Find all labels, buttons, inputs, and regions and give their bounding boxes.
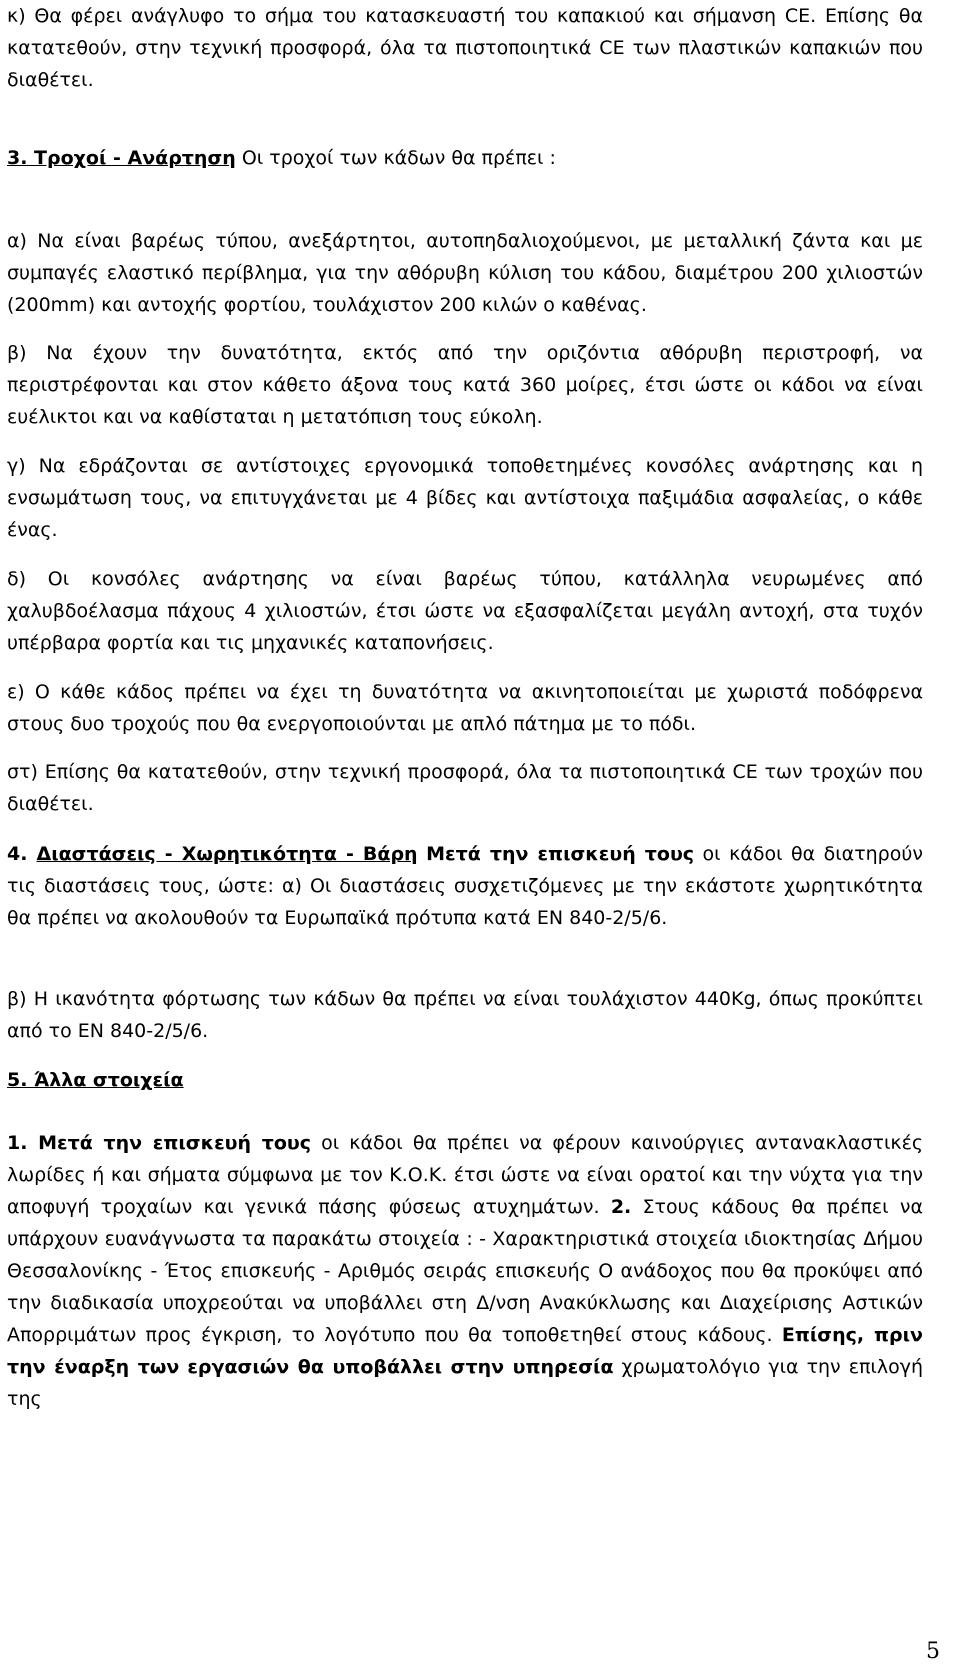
section-intro: Οι τροχοί των κάδων θα πρέπει : bbox=[241, 147, 556, 169]
section-5-para-1 bbox=[7, 1127, 923, 1415]
text-line: και με συμπαγές ελαστικό περίβλημα, για την αθόρυβη κύλιση του κάδου, διαμέτρου bbox=[7, 230, 923, 284]
text-line: χαλυβδοέλασμα πάχους 4 χιλιοστών, έτσι ώστε να εξασφαλίζεται μεγάλη αντοχή, στα bbox=[7, 600, 859, 622]
text-line: ε) Ο κάθε κάδος πρέπει να έχει τη δυνατότητα να ακινητοποιείται με χωριστά bbox=[7, 681, 809, 703]
bold-phrase: Μετά την επισκευή τους bbox=[27, 1132, 312, 1154]
bold-phrase: εργασιών θα υποβάλλει στην υπηρεσία bbox=[187, 1356, 614, 1378]
section-number: 4. bbox=[7, 843, 37, 865]
text-line: ορατοί και την νύχτα για την αποφυγή τροχαίων και γενικά πάσης φύσεως bbox=[7, 1164, 924, 1218]
text-line: στ) Επίσης θα κατατεθούν, στην τεχνική προσφορά, όλα τα πιστοποιητικά CE των bbox=[7, 761, 803, 783]
text-run: οι κάδοι θα πρέπει να φέρουν καινούργιες bbox=[311, 1132, 746, 1154]
list-item: - Έτος επισκευής bbox=[150, 1260, 317, 1282]
text-line: β) Να έχουν την δυνατότητα, εκτός από την οριζόντια αθόρυβη περιστροφή, να bbox=[7, 342, 923, 364]
text-line: ασφαλείας, ο κάθε ένας. bbox=[7, 487, 924, 541]
text-run: λογότυπο που θα τοποθετηθεί στους κάδους. bbox=[324, 1324, 782, 1346]
section-3 bbox=[7, 142, 923, 174]
bold-phrase: Μετά την επισκευή τους bbox=[426, 843, 695, 865]
text-line: πλαστικών καπακιών που διαθέτει. bbox=[7, 37, 923, 91]
text-line: ατυχημάτων. bbox=[472, 1196, 600, 1218]
list-item: - Αριθμός σειράς επισκευής bbox=[323, 1260, 591, 1282]
text-line: ποδόφρενα στους δυο τροχούς που θα ενεργοποιούνται με απλό πάτημα με το πόδι. bbox=[7, 681, 923, 735]
text-line: Επίσης θα κατατεθούν, στην τεχνική προσφορά, όλα τα πιστοποιητικά CE των bbox=[7, 5, 924, 59]
text-line: είναι ευέλικτοι και να καθίσταται η μετατόπιση τους εύκολη. bbox=[7, 374, 923, 428]
text-line: τυχόν υπέρβαρα φορτία και τις μηχανικές καταπονήσεις. bbox=[7, 600, 924, 654]
text-line: δ) Οι κονσόλες ανάρτησης να είναι βαρέως τύπου, κατάλληλα νευρωμένες από bbox=[7, 568, 923, 590]
page-number: 5 bbox=[926, 1639, 940, 1664]
item-number: 2. bbox=[610, 1196, 632, 1218]
section-heading: 3. Τροχοί - Ανάρτηση bbox=[7, 147, 236, 169]
section-4 bbox=[7, 838, 923, 934]
item-c bbox=[7, 450, 923, 546]
text-line: Ο ανάδοχος που θα προκύψει από την διαδικασία υποχρεούται να υποβάλλει στη bbox=[7, 1260, 923, 1314]
section-4-item-b bbox=[7, 983, 923, 1047]
section-title: Διαστάσεις - Χωρητικότητα - Βάρη bbox=[36, 843, 418, 865]
paragraph-k bbox=[7, 0, 923, 96]
text-line: β) Η ικανότητα φόρτωσης των κάδων θα πρέπει να είναι τουλάχιστον 440Kg, όπως bbox=[7, 988, 819, 1010]
text-line: προκύπτει από το ΕΝ 840-2/5/6. bbox=[7, 988, 923, 1042]
text-line: α) Οι διαστάσεις συσχετιζόμενες με την εκάστοτε χωρητικότητα θα πρέπει να bbox=[7, 875, 923, 929]
text-line: 200 χιλιοστών (200mm) και αντοχής φορτίου, τουλάχιστον 200 κιλών ο καθένας. bbox=[7, 262, 923, 316]
text-run: χρωματολόγιο για την επιλογή της bbox=[7, 1356, 923, 1410]
item-d bbox=[7, 563, 923, 659]
text-line: τροχών που διαθέτει. bbox=[7, 761, 923, 815]
item-st bbox=[7, 756, 923, 820]
text-line: περιστρέφονται και στον κάθετο άξονα τους κατά 360 μοίρες, έτσι ώστε οι κάδοι να bbox=[7, 374, 868, 396]
text-line: ακολουθούν τα Ευρωπαϊκά πρότυπα κατά ΕΝ 840-2/5/6. bbox=[134, 907, 668, 929]
text-run: Στους κάδους θα πρέπει να υπάρχουν ευανάγνωστα τα παρακάτω στοιχεία : bbox=[7, 1196, 923, 1250]
text-line: α) Να είναι βαρέως τύπου, ανεξάρτητοι, αυτοπηδαλιοχούμενοι, με μεταλλική ζάντα bbox=[7, 230, 850, 252]
item-a bbox=[7, 225, 923, 321]
item-b bbox=[7, 337, 923, 433]
list-item: - Χαρακτηριστικά στοιχεία ιδιοκτησίας Δήμου Θεσσαλονίκης bbox=[7, 1228, 923, 1282]
bold-phrase: Επίσης, πριν την έναρξη των bbox=[7, 1324, 923, 1378]
text-line: Δ/νση Ανακύκλωσης και Διαχείρισης Αστικών Απορριμάτων προς έγκριση, το bbox=[7, 1292, 923, 1346]
section-5 bbox=[7, 1064, 923, 1096]
text-line: αντανακλαστικές λωρίδες ή και σήματα σύμφωνα με τον Κ.Ο.Κ. έτσι ώστε να είναι bbox=[7, 1132, 923, 1186]
text-line bbox=[7, 1132, 745, 1154]
section-heading: 5. Άλλα στοιχεία bbox=[7, 1069, 184, 1091]
text-line: η ενσωμάτωση τους, να επιτυγχάνεται με 4 βίδες και αντίστοιχα παξιμάδια bbox=[7, 455, 923, 509]
item-e bbox=[7, 676, 923, 740]
text-line: γ) Να εδράζονται σε αντίστοιχες εργονομικά τοποθετημένες κονσόλες ανάρτησης και bbox=[7, 455, 898, 477]
section-heading bbox=[7, 843, 418, 865]
text-run: οι κάδοι θα διατηρούν τις διαστάσεις τους, ώστε: bbox=[7, 843, 923, 897]
item-number: 1. bbox=[7, 1132, 28, 1154]
text-line: κ) Θα φέρει ανάγλυφο το σήμα του κατασκευαστή του καπακιού και σήμανση CE. bbox=[7, 5, 817, 27]
